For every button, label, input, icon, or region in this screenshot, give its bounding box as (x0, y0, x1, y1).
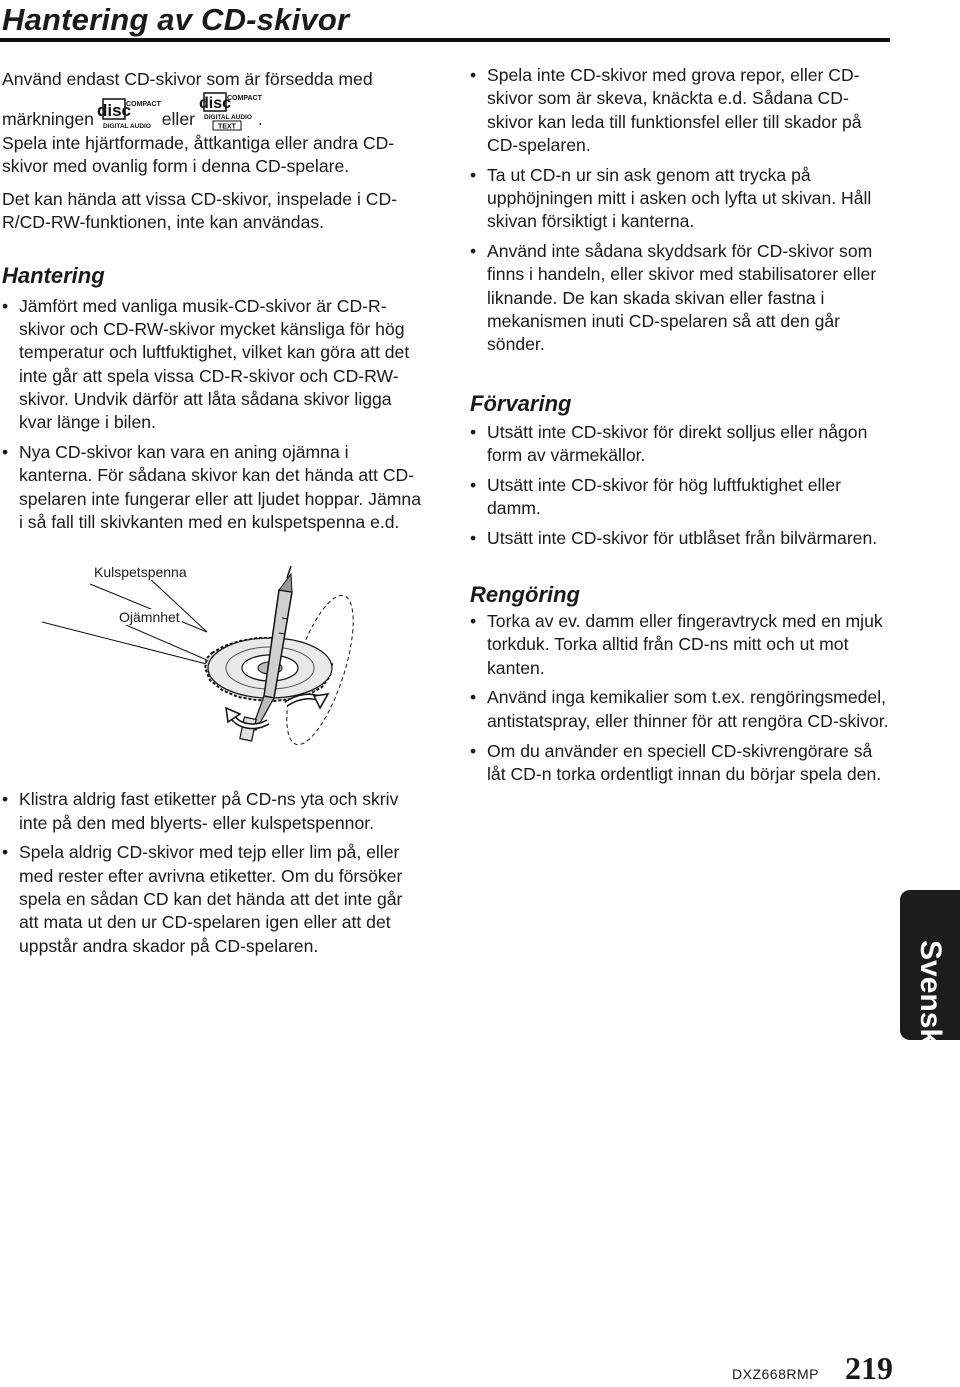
disc-smoothing-illustration (2, 558, 422, 758)
list-item: • Nya CD-skivor kan vara en aning ojämna i kanterna. För sådana skivor kan det hända att CD-spelaren inte fungerar eller att ljudet hoppar. Jämna i så fall till skivkanten med en kulspetspenna e.d. (2, 441, 422, 534)
list-item: • Utsätt inte CD-skivor för utblåset från bilvärmaren. (470, 527, 890, 550)
left-column (2, 68, 422, 964)
forvaring-heading: Förvaring (470, 390, 572, 416)
list-item: • Använd inga kemikalier som t.ex. rengöringsmedel, antistatspray, eller thinner för att rengöra CD-skivor. (470, 686, 890, 733)
forvaring-list (470, 421, 890, 550)
list-item: • Spela inte CD-skivor med grova repor, eller CD-skivor som är skeva, knäckta e.d. Sådana CD-skivor kan leda till funktionsfel eller till skador på CD-spelaren. (470, 64, 890, 157)
unevenness-label: Ojämnhet (119, 609, 180, 626)
logo2-text-text: TEXT (217, 123, 236, 131)
right-list (470, 64, 890, 357)
logo2-compact-text: COMPACT (226, 95, 262, 103)
page-number: 219 (845, 1350, 893, 1386)
list-item: • Utsätt inte CD-skivor för direkt solljus eller någon form av värmekällor. (470, 421, 890, 468)
hantering-list-continued (2, 788, 422, 958)
title-rule (0, 38, 890, 42)
compact-disc-logo (96, 97, 161, 131)
list-item: • Om du använder en speciell CD-skivrengörare så låt CD-n torka ordentligt innan du börjar spela den. (470, 740, 890, 787)
list-item: • Ta ut CD-n ur sin ask genom att trycka på upphöjningen mitt i asken och lyfta ut skivan. Håll skivan försiktigt i kanterna. (470, 164, 890, 234)
list-item: • Torka av ev. damm eller fingeravtryck med en mjuk torkduk. Torka alltid från CD-ns mitt och ut mot kanten. (470, 610, 890, 680)
list-item: • Jämfört med vanliga musik-CD-skivor är CD-R-skivor och CD-RW-skivor mycket känsliga för hög temperatur och luftfuktighet, vilket kan göra att det inte går att spela vissa CD-R-skivor och CD-RW-skivor. Undvik därför att låta sådana skivor ligga kvar länge i bilen. (2, 295, 422, 435)
logo2-sub-text: DIGITAL AUDIO (203, 114, 252, 122)
right-column (470, 64, 890, 793)
rengoring-list (470, 610, 890, 786)
page-title: Hantering av CD-skivor (2, 2, 350, 37)
model-number: DXZ668RMP (732, 1366, 819, 1382)
logo-sub-text: DIGITAL AUDIO (102, 123, 151, 131)
list-item: • Använd inte sådana skyddsark för CD-skivor som finns i handeln, eller skivor med stabilisatorer eller liknande. De kan skada skivan eller fastna i mekanismen inuti CD-spelaren så att den går sönder. (470, 240, 890, 356)
intro-line-2-middle: eller (161, 109, 195, 130)
compact-disc-text-logo (198, 91, 262, 131)
rengoring-heading: Rengöring (470, 582, 580, 608)
intro-line-1: Använd endast CD-skivor som är försedda med (2, 69, 373, 89)
language-tab-label: Svenska (914, 940, 947, 1062)
hantering-list (2, 295, 422, 534)
intro-line-2-end: . (257, 109, 263, 130)
intro-paragraph-2: Spela inte hjärtformade, åttkantiga eller andra CD-skivor med ovanlig form i denna CD-spelare. (2, 132, 395, 176)
intro-paragraph-3: Det kan hända att vissa CD-skivor, inspelade i CD-R/CD-RW-funktionen, inte kan användas. (2, 189, 398, 233)
disc-pen-drawing (2, 558, 422, 758)
language-tab (900, 890, 960, 1062)
logo-disc-text: disc (96, 101, 131, 121)
list-item: • Utsätt inte CD-skivor för hög luftfuktighet eller damm. (470, 474, 890, 521)
intro-line-2-start: märkningen (2, 109, 94, 130)
logo2-disc-text: disc (198, 95, 231, 113)
hantering-heading: Hantering (2, 262, 105, 288)
logo-compact-text: COMPACT (125, 101, 161, 109)
pen-label: Kulspetspenna (94, 564, 187, 581)
intro-paragraph-1 (2, 68, 422, 132)
list-item: • Klistra aldrig fast etiketter på CD-ns yta och skriv inte på den med blyerts- eller kulspetspennor. (2, 788, 422, 835)
list-item: • Spela aldrig CD-skivor med tejp eller lim på, eller med rester efter avrivna etiketter. Om du försöker spela en sådan CD kan det hända att det inte går att mata ut den ur CD-spelaren igen eller att det uppstår andra skador på CD-spelaren. (2, 841, 422, 957)
